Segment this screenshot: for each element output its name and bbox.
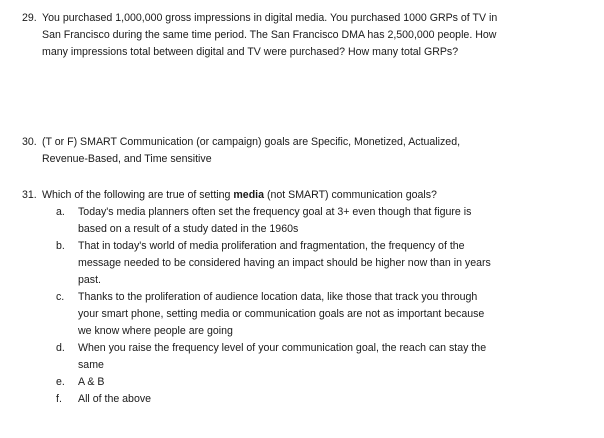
question-line: You purchased 1,000,000 gross impressions in digital media. You purchased 1000 GRPs of TV in bbox=[42, 12, 498, 24]
option-line: That in today's world of media proliferation and fragmentation, the frequency of the bbox=[78, 240, 465, 252]
option-line: based on a result of a study dated in the 1960s bbox=[78, 223, 299, 235]
question-text bbox=[42, 10, 598, 61]
option-letter: d. bbox=[56, 342, 65, 354]
question-31 bbox=[22, 187, 598, 204]
option-line: message needed to be considered having an impact should be higher now than in years bbox=[78, 257, 491, 269]
question-line: Revenue-Based, and Time sensitive bbox=[42, 153, 212, 165]
stem-emphasis: media bbox=[233, 189, 265, 201]
option-line: your smart phone, setting media or communication goals are not as important because bbox=[78, 308, 485, 320]
answer-option-d bbox=[56, 340, 596, 374]
option-line: past. bbox=[78, 274, 101, 286]
question-line: (T or F) SMART Communication (or campaign) goals are Specific, Monetized, Actualized, bbox=[42, 136, 461, 148]
stem-text-after: (not SMART) communication goals? bbox=[264, 189, 437, 201]
question-number: 31. bbox=[22, 189, 37, 201]
option-line: All of the above bbox=[78, 393, 152, 405]
question-number: 29. bbox=[22, 12, 37, 24]
answer-options bbox=[56, 204, 596, 408]
answer-option-e bbox=[56, 374, 596, 391]
option-letter: e. bbox=[56, 376, 65, 388]
question-29 bbox=[22, 10, 598, 61]
question-stem bbox=[42, 187, 598, 204]
answer-option-a bbox=[56, 204, 596, 238]
question-line: many impressions total between digital and TV were purchased? How many total GRPs? bbox=[42, 46, 459, 58]
answer-option-f bbox=[56, 391, 596, 408]
option-line: Thanks to the proliferation of audience location data, like those that track you through bbox=[78, 291, 478, 303]
question-text bbox=[42, 187, 598, 204]
question-number: 30. bbox=[22, 136, 37, 148]
option-line: When you raise the frequency level of your communication goal, the reach can stay the bbox=[78, 342, 487, 354]
option-letter: c. bbox=[56, 291, 65, 303]
option-line: A & B bbox=[78, 376, 105, 388]
option-line: Today's media planners often set the frequency goal at 3+ even though that figure is bbox=[78, 206, 472, 218]
option-line: we know where people are going bbox=[78, 325, 233, 337]
question-line: San Francisco during the same time period. The San Francisco DMA has 2,500,000 people. How bbox=[42, 29, 497, 41]
answer-option-c bbox=[56, 289, 596, 340]
option-letter: f. bbox=[56, 393, 62, 405]
option-letter: b. bbox=[56, 240, 65, 252]
stem-text-before: Which of the following are true of setting bbox=[42, 189, 234, 201]
option-line: same bbox=[78, 359, 104, 371]
option-letter: a. bbox=[56, 206, 65, 218]
question-text bbox=[42, 134, 598, 168]
question-30 bbox=[22, 134, 598, 168]
answer-option-b bbox=[56, 238, 596, 289]
